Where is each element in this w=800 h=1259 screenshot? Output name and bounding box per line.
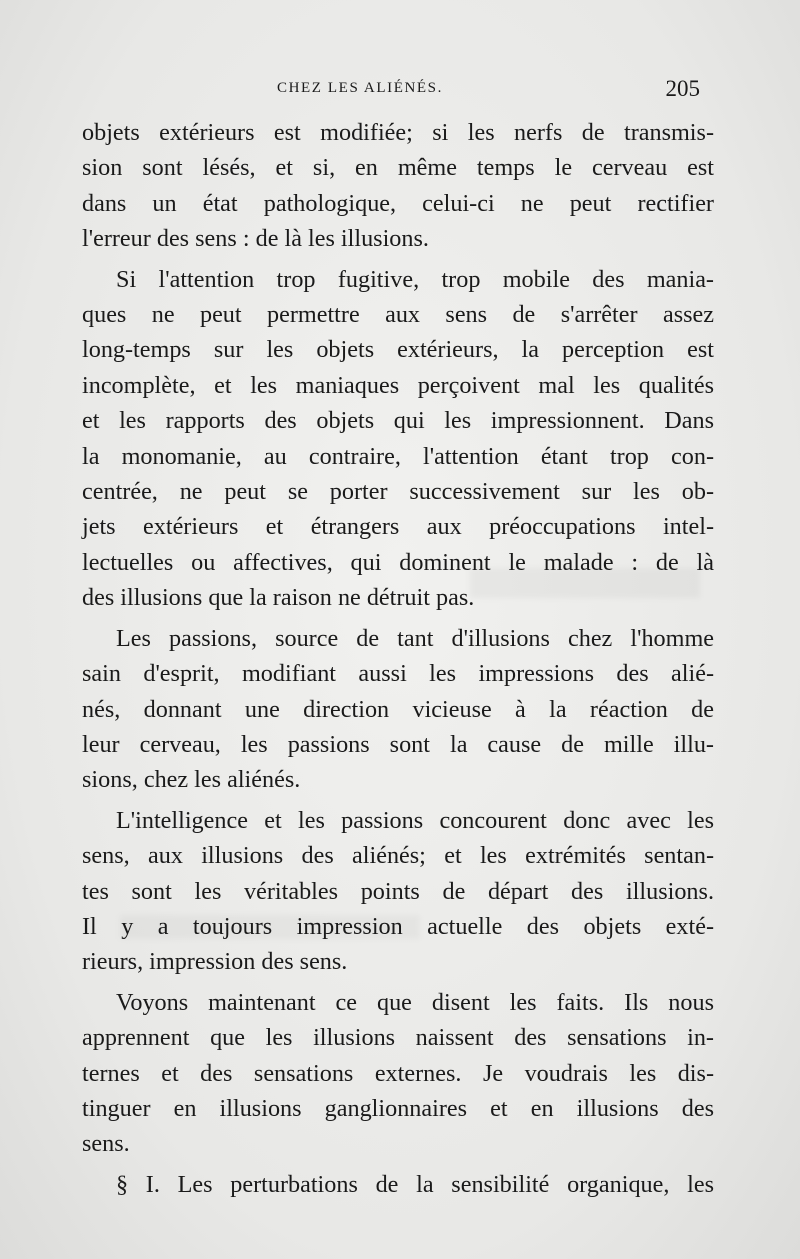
section-heading-line: § I. Les perturbations de la sensibilité organique, les [116, 1170, 714, 1198]
text-line: et les rapports des objets qui les impressionnent. Dans [82, 407, 714, 435]
text-line: jets extérieurs et étrangers aux préoccupations intel- [82, 513, 714, 541]
text-line: incomplète, et les maniaques perçoivent mal les qualités [82, 371, 714, 399]
text-line: apprennent que les illusions naissent des sensations in- [82, 1024, 714, 1052]
text-line: long-temps sur les objets extérieurs, la perception est [82, 336, 714, 364]
text-line: sion sont lésés, et si, en même temps le cerveau est [82, 154, 714, 182]
text-line: tes sont les véritables points de départ des illusions. [82, 877, 714, 905]
text-line: tinguer en illusions ganglionnaires et en illusions des [82, 1094, 714, 1122]
text-line: L'intelligence et les passions concourent donc avec les [116, 806, 714, 834]
text-line: des illusions que la raison ne détruit pas. [82, 584, 475, 612]
text-line: leur cerveau, les passions sont la cause de mille illu- [82, 730, 714, 758]
page-number: 205 [665, 76, 700, 101]
text-line: nés, donnant une direction vicieuse à la réaction de [82, 695, 714, 723]
text-line: sens, aux illusions des aliénés; et les extrémités sentan- [82, 842, 714, 870]
running-title: CHEZ LES ALIÉNÉS. [277, 80, 443, 96]
text-line: Les passions, source de tant d'illusions chez l'homme [116, 624, 714, 652]
text-line: ques ne peut permettre aux sens de s'arrêter assez [82, 301, 714, 329]
text-line: objets extérieurs est modifiée; si les nerfs de transmis- [82, 119, 714, 146]
text-line: Si l'attention trop fugitive, trop mobile des mania- [116, 265, 714, 293]
body-text [82, 115, 714, 1202]
text-line: dans un état pathologique, celui-ci ne peut rectifier [82, 189, 714, 217]
text-line: ternes et des sensations externes. Je voudrais les dis- [82, 1059, 714, 1087]
text-line: sain d'esprit, modifiant aussi les impressions des alié- [82, 660, 714, 688]
text-line: Il y a toujours impression actuelle des objets exté- [82, 912, 714, 940]
text-line: sens. [82, 1130, 130, 1158]
text-line: Voyons maintenant ce que disent les faits. Ils nous [116, 988, 714, 1016]
text-line: sions, chez les aliénés. [82, 766, 301, 794]
text-line: centrée, ne peut se porter successivement sur les ob- [82, 478, 714, 506]
text-line: rieurs, impression des sens. [82, 948, 348, 976]
text-line: la monomanie, au contraire, l'attention étant trop con- [82, 442, 714, 470]
text-line: l'erreur des sens : de là les illusions. [82, 225, 429, 253]
text-line: lectuelles ou affectives, qui dominent le malade : de là [82, 548, 714, 576]
page-header [84, 76, 704, 108]
